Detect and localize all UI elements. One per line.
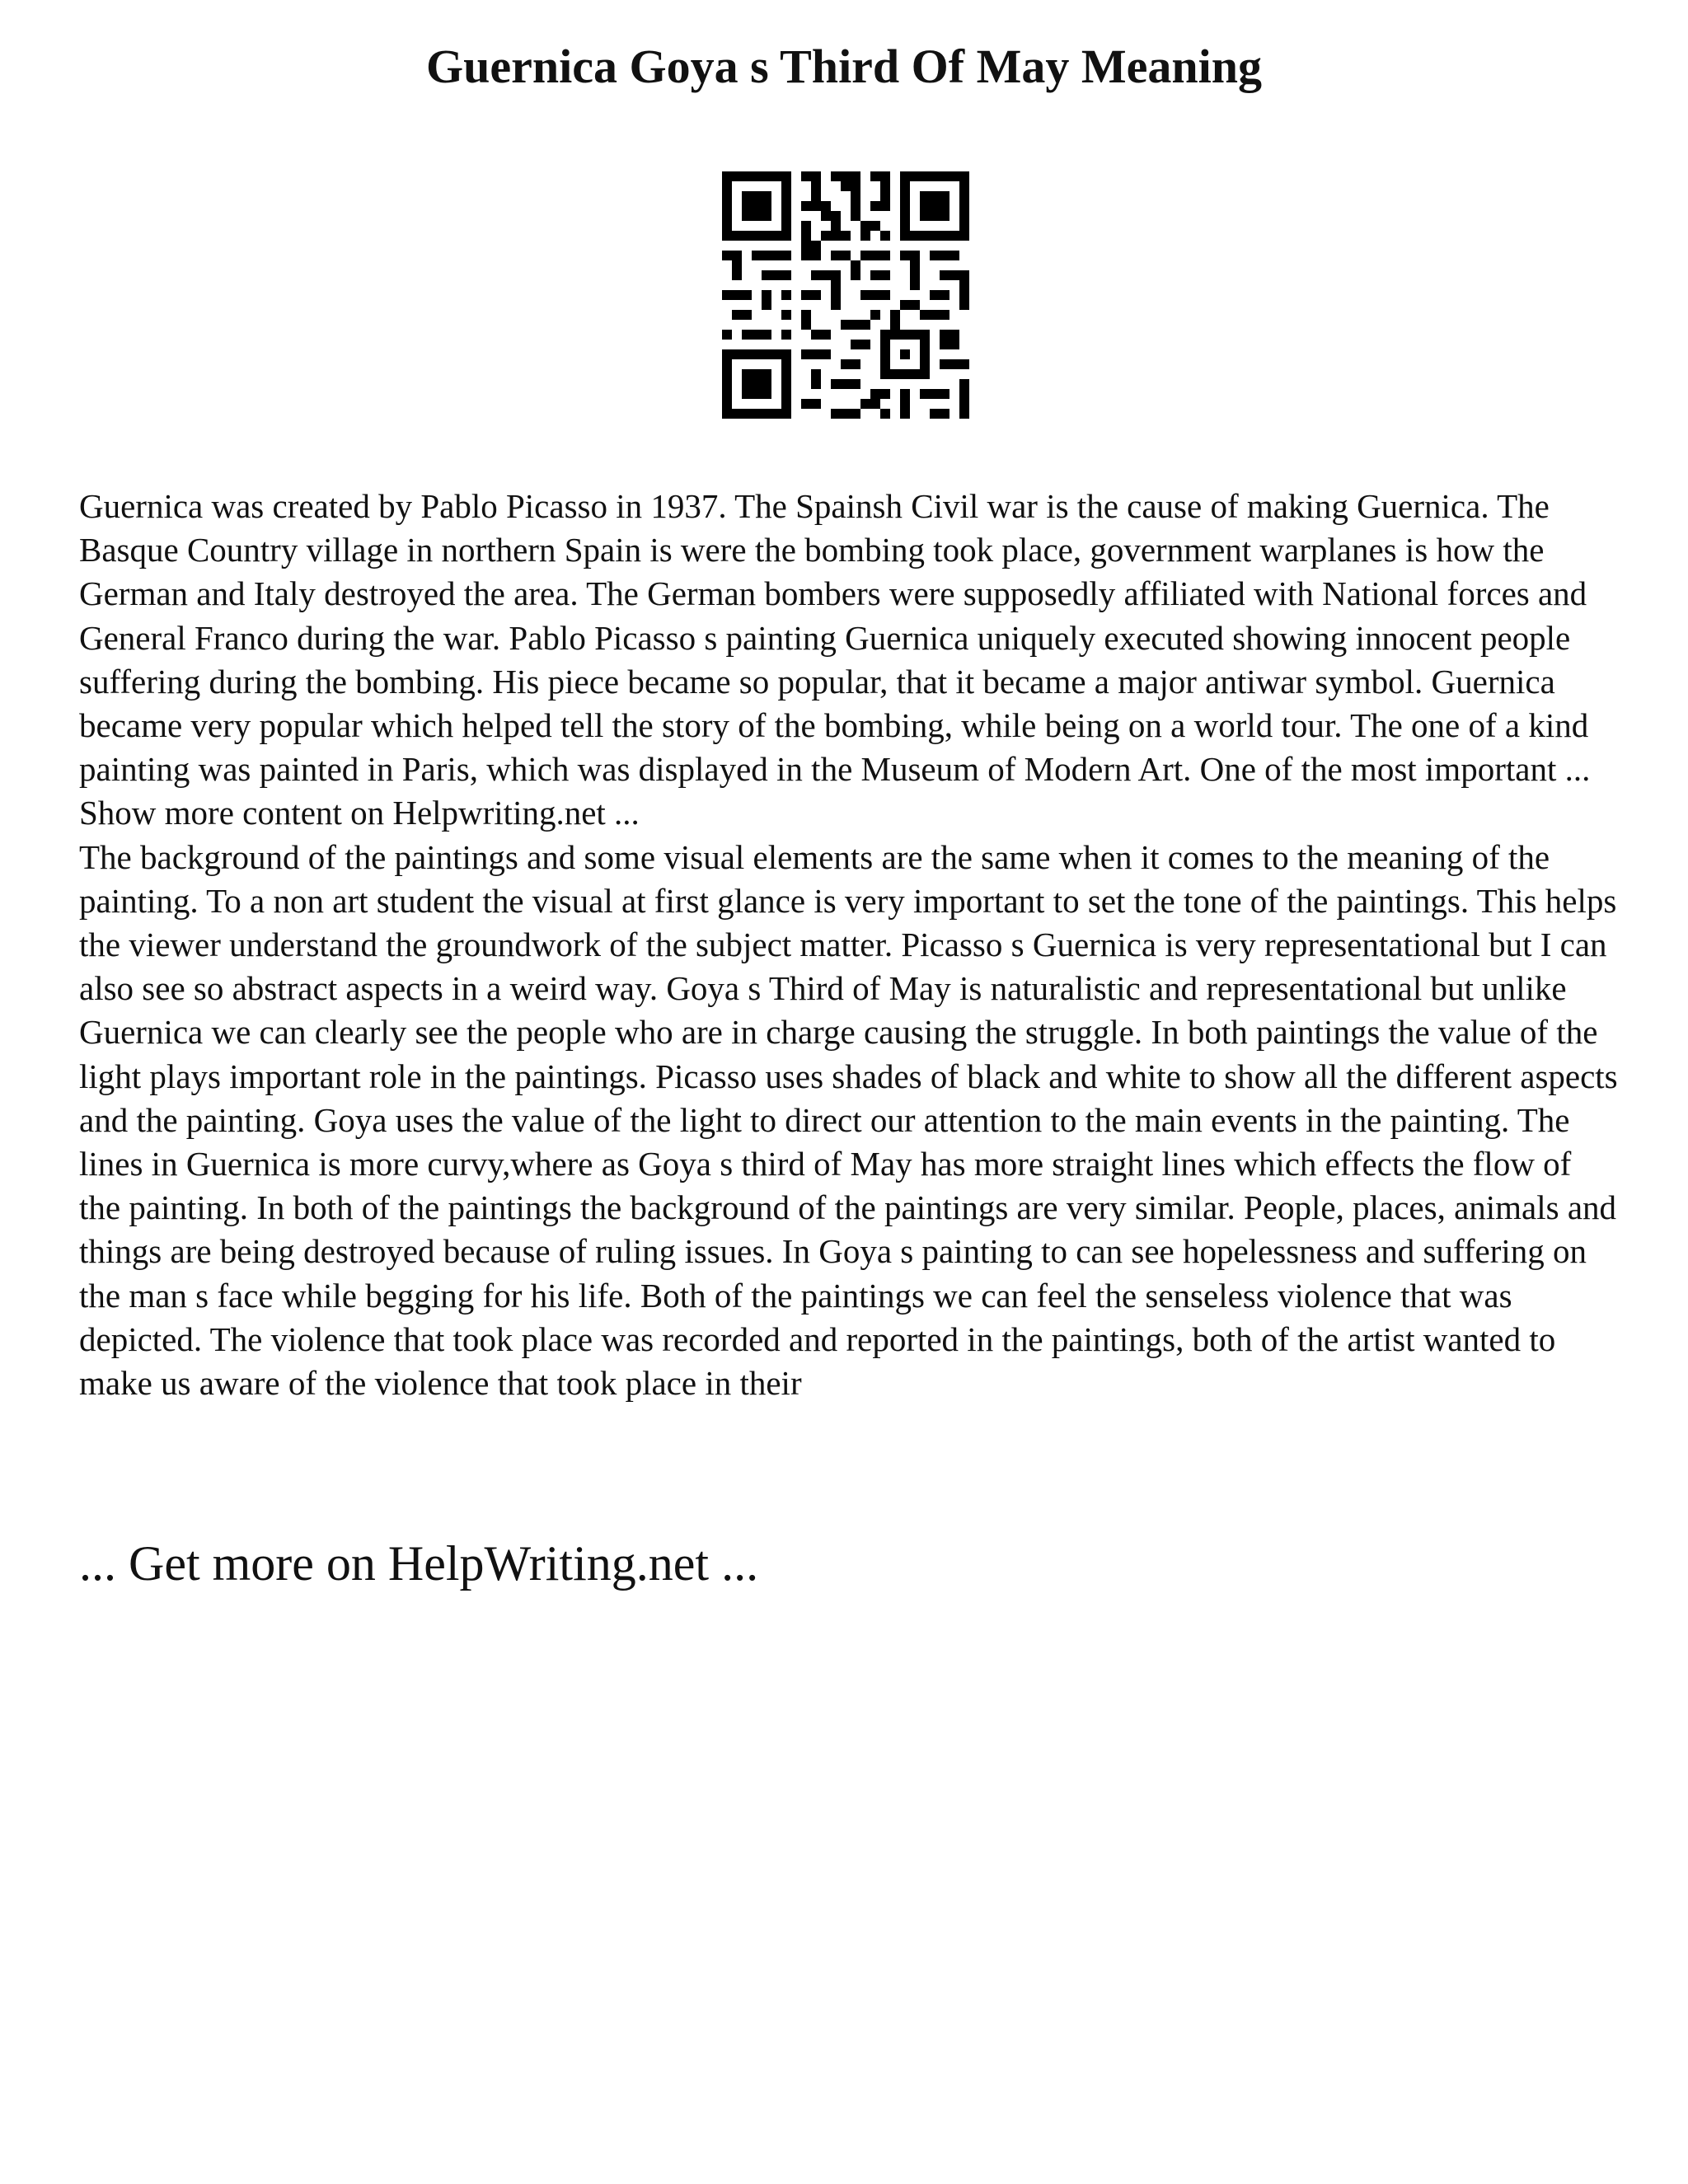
article-body bbox=[79, 485, 1620, 1405]
paragraph: The background of the paintings and some visual elements are the same when it comes to the meaning of the painting. To a non art student the visual at first glance is very important to set the tone of the paintings. This helps the viewer understand the groundwork of the subject matter. Picasso s Guernica is very representational but I can also see so abstract aspects in a weird way. Goya s Third of May is naturalistic and representational but unlike Guernica we can clearly see the people who are in charge causing the struggle. In both paintings the value of the light plays important role in the paintings. Picasso uses shades of black and white to show all the different aspects and the painting. Goya uses the value of the light to direct our attention to the main events in the painting. The lines in Guernica is more curvy,where as Goya s third of May has more straight lines which effects the flow of the painting. In both of the paintings the background of the paintings are very similar. People, places, animals and things are being destroyed because of ruling issues. In Goya s painting to can see hopelessness and suffering on the man s face while begging for his life. Both of the paintings we can feel the senseless violence that was depicted. The violence that took place was recorded and reported in the paintings, both of the artist wanted to make us aware of the violence that took place in their bbox=[79, 837, 1618, 1403]
get-more-link[interactable]: ... Get more on HelpWriting.net ... bbox=[79, 1536, 759, 1591]
paragraph: Guernica was created by Pablo Picasso in 1937. The Spainsh Civil war is the cause of making Guernica. The Basque Country village in northern Spain is were the bombing took place, government warplanes is how the German and Italy destroyed the area. The German bombers were supposedly affiliated with National forces and General Franco during the war. Pablo Picasso s painting Guernica uniquely executed showing innocent people suffering during the bombing. His piece became so popular, that it became a major antiwar symbol. Guernica became very popular which helped tell the story of the bombing, while being on a world tour. The one of a kind painting was painted in Paris, which was displayed in the Museum of Modern Art. One of the most important ... Show more content on Helpwriting.net ... bbox=[79, 487, 1591, 832]
qr-code-icon bbox=[722, 171, 969, 419]
page-title: Guernica Goya s Third Of May Meaning bbox=[426, 40, 1262, 93]
